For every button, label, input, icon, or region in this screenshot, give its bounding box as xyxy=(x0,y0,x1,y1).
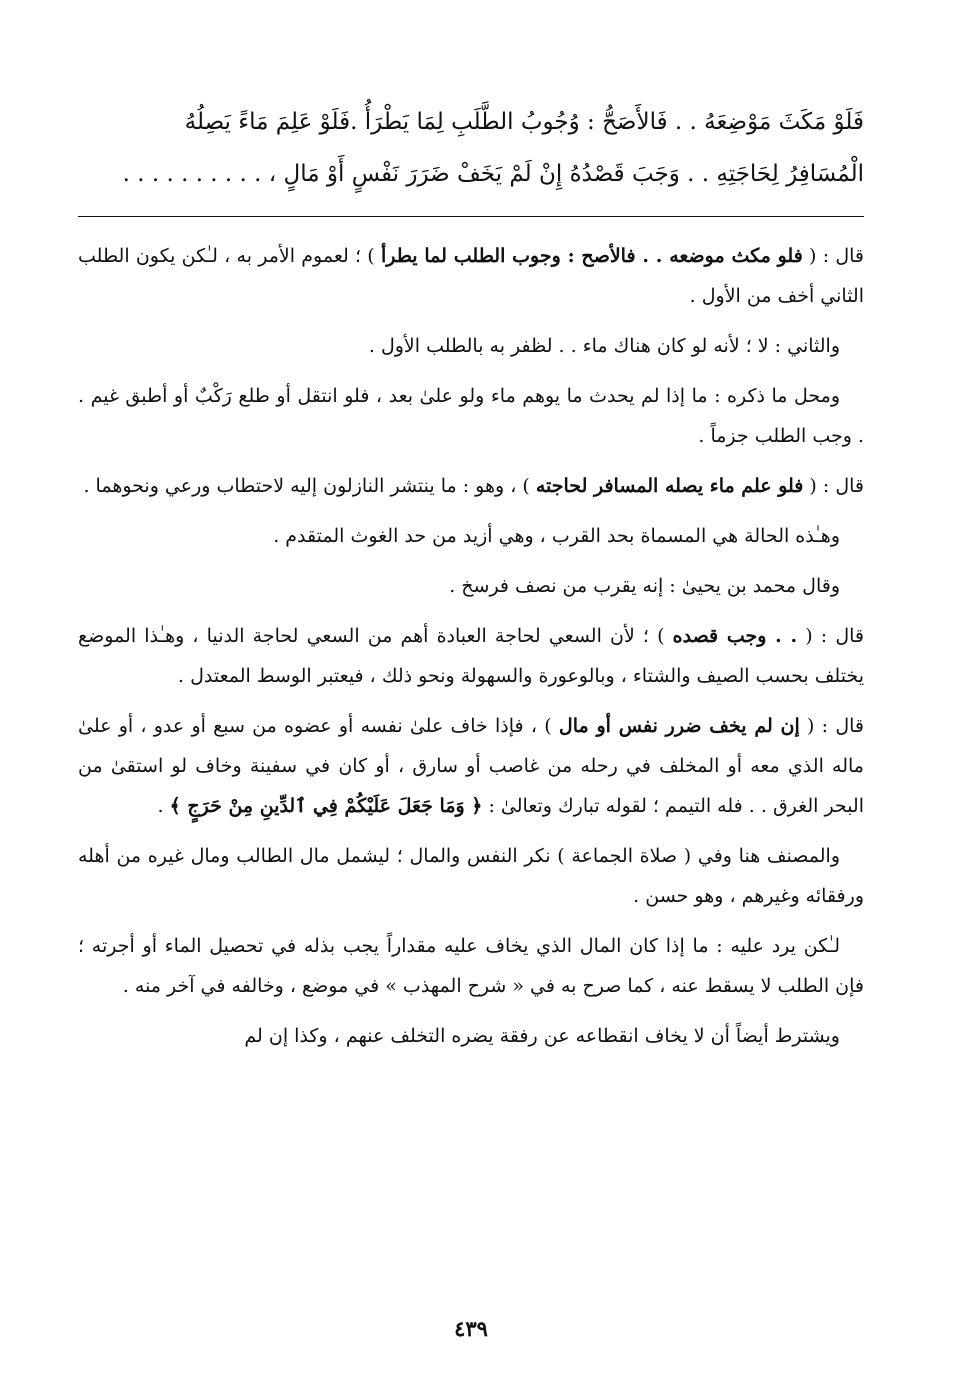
commentary-paragraph-6: وقال محمد بن يحيىٰ : إنه يقرب من نصف فرسخ . xyxy=(449,575,840,597)
quoted-matn: فلو مكث موضعه . . فالأصح : وجوب الطلب لما يطرأ xyxy=(380,245,803,267)
quoted-matn: إن لم يخف ضرر نفس أو مال xyxy=(558,715,800,737)
commentary-paragraph-2: والثاني : لا ؛ لأنه لو كان هناك ماء . . لظفر به بالطلب الأول . xyxy=(368,335,840,357)
commentary-text: ) ؛ لعموم الأمر به ، لـٰكن يكون الطلب الثاني أخف من الأول . xyxy=(78,245,864,307)
commentary-text: ) ، فإذا خاف علىٰ نفسه أو عضوه من سبع أو عدو ، أو علىٰ ماله الذي معه أو المخلف في رحله من غاصب أو سارق ، أو كان في سفينة وخاف لو استقىٰ من البحر الغرق . . فله التيمم ؛ لقوله تبارك وتعالىٰ : xyxy=(78,715,864,817)
page-number: ٤٣٩ xyxy=(454,1316,488,1341)
commentary-text-block xyxy=(78,236,864,1066)
matn-line-1: فَلَوْ مَكَثَ مَوْضِعَهُ . . فَالأَصَحُّ : وُجُوبُ الطَّلَبِ لِمَا يَطْرَأُ .فَلَوْ عَلِمَ مَاءً يَصِلُهُ xyxy=(184,109,864,135)
commentary-paragraph-3: ومحل ما ذكره : ما إذا لم يحدث ما يوهم ماء ولو علىٰ بعد ، فلو انتقل أو طلع رَكْبٌ أو أطبق غيم . . وجب الطلب جزماً . xyxy=(78,385,864,447)
commentary-paragraph-9: والمصنف هنا وفي ( صلاة الجماعة ) نكر النفس والمال ؛ ليشمل مال الطالب ومال غيره من أهله ورفقائه وغيرهم ، وهو حسن . xyxy=(78,845,864,907)
commentary-paragraph-8 xyxy=(78,706,864,826)
matn-line-2: الْمُسَافِرُ لِحَاجَتِهِ . . وَجَبَ قَصْدُهُ إِنْ لَمْ يَخَفْ ضَرَرَ نَفْسٍ أَوْ مَالٍ ، . . . . . . . . . . xyxy=(122,161,864,187)
commentary-paragraph-10: لـٰكن يرد عليه : ما إذا كان المال الذي يخاف عليه مقداراً يجب بذله في تحصيل الماء أو أجرته ؛ فإن الطلب لا يسقط عنه ، كما صرح به في « شرح المهذب » في موضع ، وخالفه في آخر منه . xyxy=(78,935,864,997)
quote-lead: قال : ( xyxy=(802,245,865,267)
book-page xyxy=(78,0,864,1380)
commentary-text-end: . xyxy=(157,795,170,817)
commentary-paragraph-4 xyxy=(78,466,864,506)
commentary-paragraph-11: ويشترط أيضاً أن لا يخاف انقطاعه عن رفقة يضره التخلف عنهم ، وكذا إن لم xyxy=(244,1025,840,1047)
commentary-text: ) ، وهو : ما ينتشر النازلون إليه لاحتطاب ورعي ونحوهما . xyxy=(83,475,536,497)
commentary-paragraph-7 xyxy=(78,616,864,696)
commentary-paragraph-5: وهـٰذه الحالة هي المسماة بحد القرب ، وهي أزيد من حد الغوث المتقدم . xyxy=(273,525,840,547)
quoted-matn: . . وجب قصده xyxy=(672,625,798,647)
commentary-paragraph-1 xyxy=(78,236,864,316)
quranic-verse: ﴿ وَمَا جَعَلَ عَلَيْكُمْ فِي ٱلدِّينِ مِنْ حَرَجٍ ﴾ xyxy=(169,795,483,817)
quote-lead: قال : ( xyxy=(803,475,864,497)
quote-lead: قال : ( xyxy=(799,715,864,737)
quoted-matn: فلو علم ماء يصله المسافر لحاجته xyxy=(535,475,804,497)
commentary-text: ) ؛ لأن السعي لحاجة العبادة أهم من السعي لحاجة الدنيا ، وهـٰذا الموضع يختلف بحسب الصيف والشتاء ، وبالوعورة والسهولة ونحو ذلك ، فيعتبر الوسط المعتدل . xyxy=(78,625,864,687)
matn-text-block xyxy=(78,96,864,200)
quote-lead: قال : ( xyxy=(797,625,865,647)
separator-rule xyxy=(78,216,864,217)
